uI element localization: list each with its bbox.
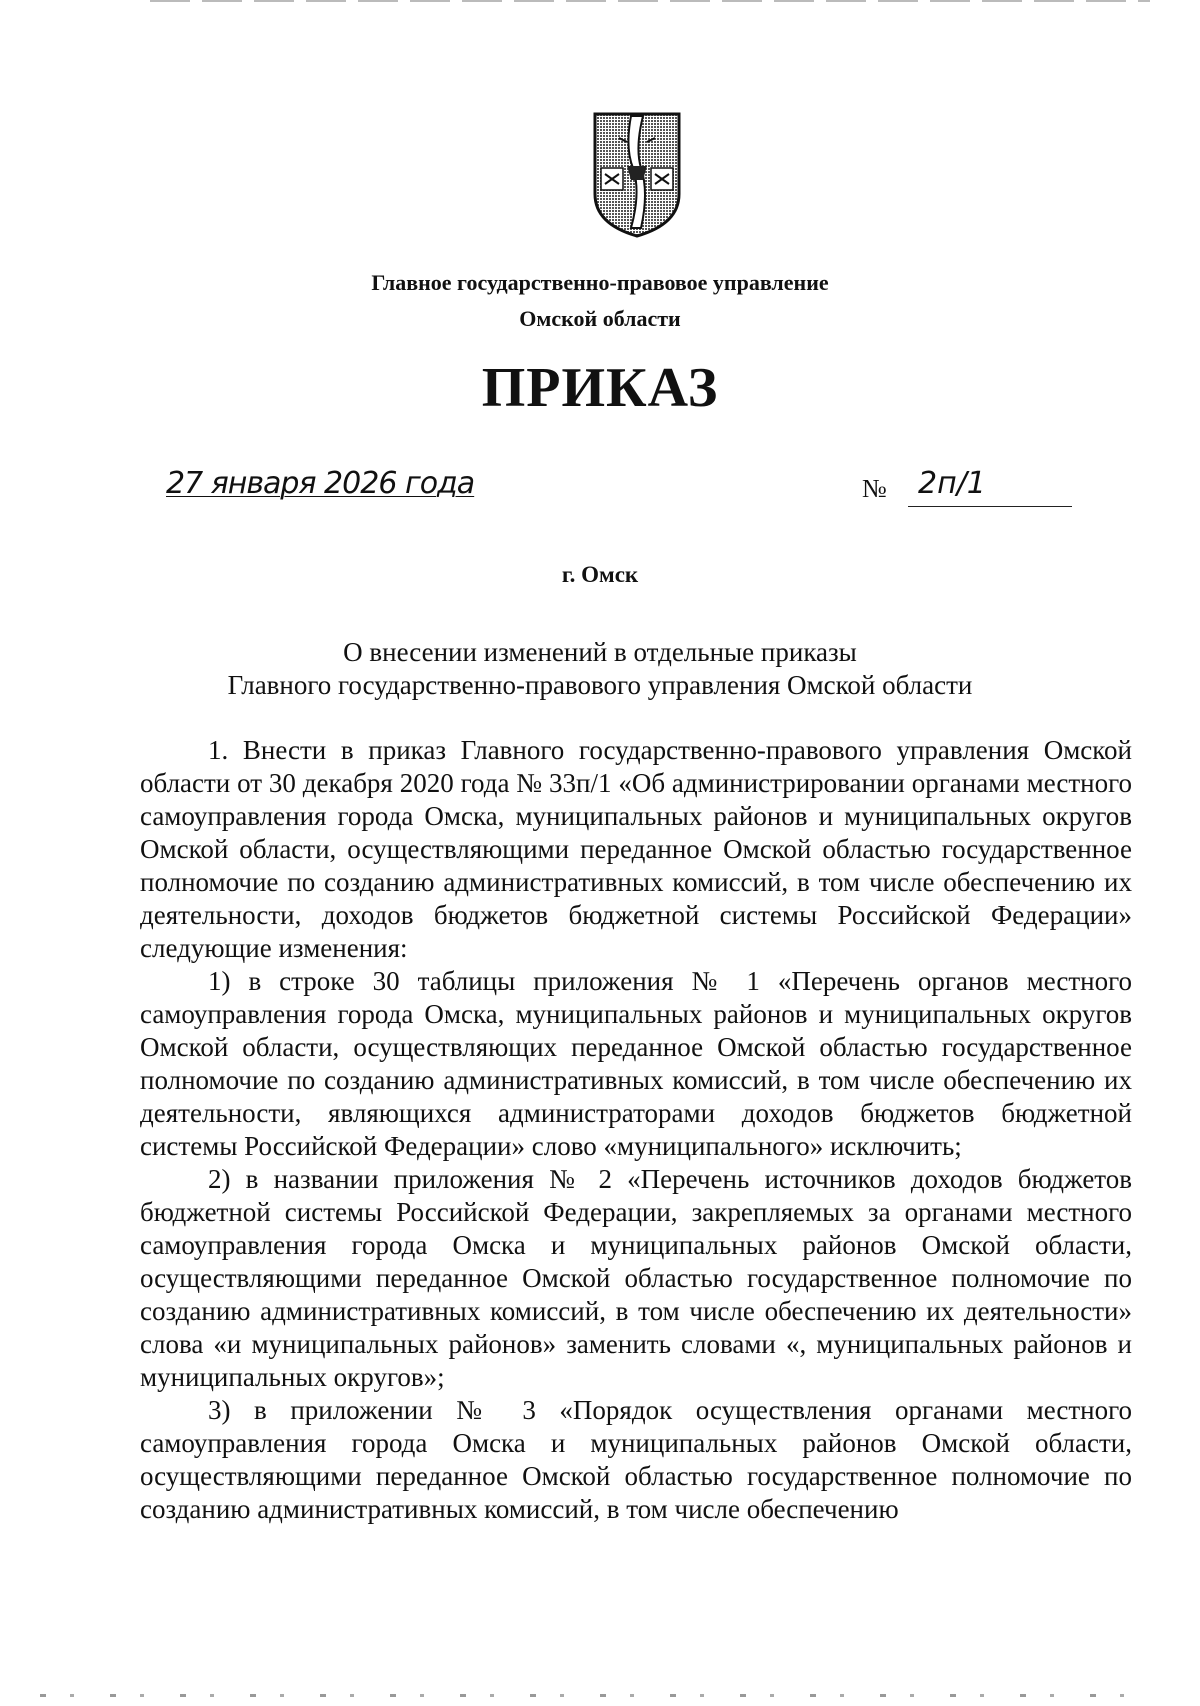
organization-name-line1: Главное государственно-правовое управление (371, 270, 829, 295)
body-paragraph: 1. Внести в приказ Главного государственно-правового управления Омской области от 30 декабря 2020 года № 33п/1 «Об администрировании органами местного самоуправления города Омска, муниципальных районов и муниципальных округов Омской области, осуществляющими переданное Омской областью государственное полномочие по созданию административных комиссий, в том числе обеспечению их деятельности, доходов бюджетов бюджетной системы Российской Федерации» следующие изменения: (140, 735, 1132, 963)
number-underline (908, 506, 1072, 507)
document-heading (180, 636, 1020, 702)
order-number (862, 466, 1072, 510)
body-paragraph: 2) в названии приложения № 2 «Перечень источников доходов бюджетов бюджетной системы Российской Федерации, закрепляемых за органами местного самоуправления города Омска и муниципальных районов Омской области, осуществляющими переданное Омской областью государственное полномочие по созданию административных комиссий, в том числе обеспечению их деятельности» слова «и муниципальных районов» заменить словами «, муниципальных районов и муниципальных округов»; (140, 1164, 1132, 1392)
document-heading-line1: О внесении изменений в отдельные приказы (343, 637, 857, 667)
scan-bottom-edge (40, 1694, 1160, 1697)
organization-name-line2: Омской области (519, 306, 681, 331)
document-body (140, 734, 1132, 1526)
document-heading-line2: Главного государственно-правового управления Омской области (227, 670, 973, 700)
handwritten-order-number: 2п/1 (918, 466, 986, 501)
organization-name (200, 265, 1000, 337)
number-sign: № (862, 474, 887, 503)
body-paragraph: 3) в приложении № 3 «Порядок осуществления органами местного самоуправления города Омска и муниципальных районов Омской области, осуществляющими переданное Омской областью государственное полномочие по созданию административных комиссий, в том числе обеспечению (140, 1395, 1132, 1524)
city-name: г. Омск (561, 562, 639, 587)
scan-top-edge (150, 0, 1150, 2)
coat-of-arms-emblem (591, 108, 683, 240)
body-paragraph: 1) в строке 30 таблицы приложения № 1 «Перечень органов местного самоуправления города Омска, муниципальных районов и муниципальных округов Омской области, осуществляющих переданное Омской областью государственное полномочие по созданию административных комиссий, в том числе обеспечению их деятельности, являющихся администраторами доходов бюджетов бюджетной системы Российской Федерации» слово «муниципального» исключить; (140, 966, 1132, 1161)
document-type-title: ПРИКАЗ (481, 357, 719, 419)
handwritten-date: 27 января 2026 года (166, 466, 475, 501)
